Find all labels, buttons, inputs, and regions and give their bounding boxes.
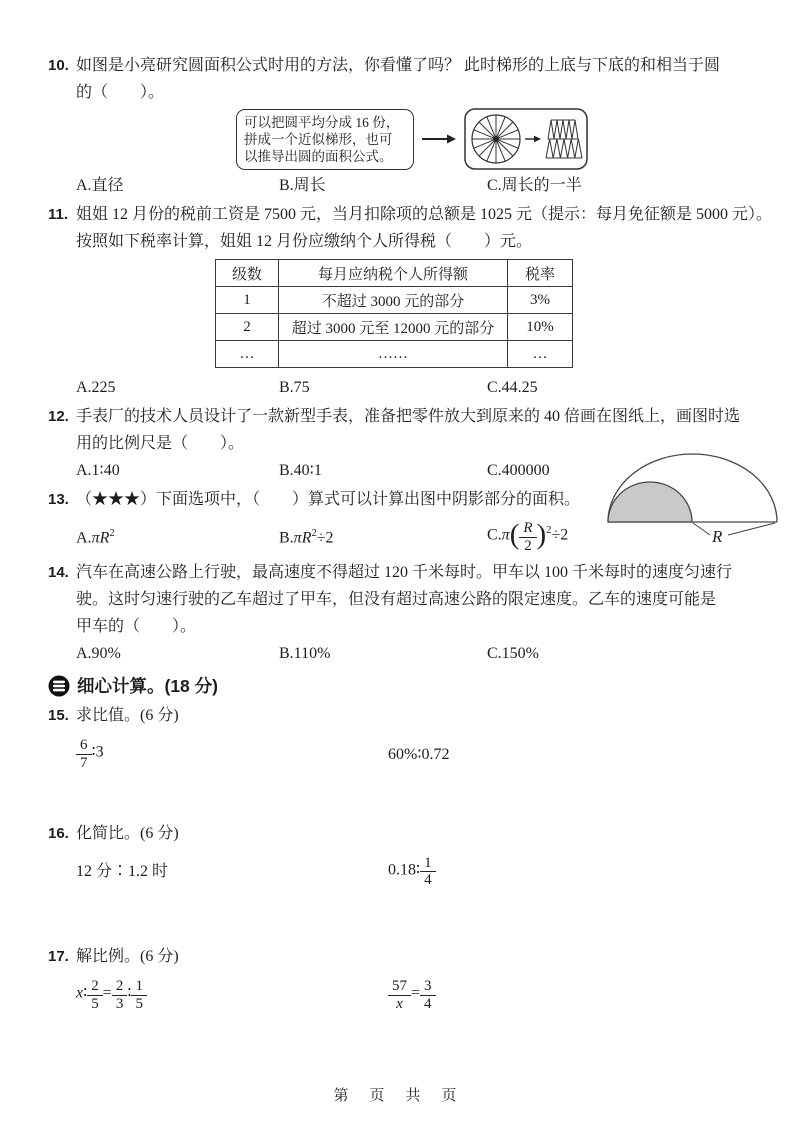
option-b: B.周长	[279, 177, 326, 194]
question-17-title: 解比例。(6 分)	[76, 948, 179, 966]
header-level: 级数	[216, 260, 279, 287]
question-13-line: （★★★）下面选项中，（ ）算式可以计算出图中阴影部分的面积。	[76, 491, 581, 508]
option-a: A.直径	[76, 177, 124, 194]
question-14-line2: 驶。这时匀速行驶的乙车超过了甲车，但没有超过高速公路的限定速度。乙车的速度可能是	[76, 591, 717, 608]
question-15-title: 求比值。(6 分)	[76, 707, 179, 724]
question-12-number: 12.	[48, 408, 69, 425]
option-c: C.π( $\frac{R}{2}$ )$^2$÷2	[487, 518, 569, 555]
question-11-line1: 姐姐 12 月份的税前工资是 7500 元，当月扣除项的总额是 1025 元（提示：每月免征额是 5000 元）。	[76, 206, 773, 223]
option-b: B.110%	[279, 645, 331, 662]
right-arrow-icon	[422, 132, 456, 146]
question-11-number: 11.	[48, 206, 69, 223]
table-header-row	[216, 260, 573, 287]
right-paren: )	[536, 518, 547, 551]
expression-1: 12 分∶1.2 时	[76, 863, 169, 881]
question-12-line1: 手表厂的技术人员设计了一款新型手表，准备把零件放大到原来的 40 倍画在图纸上，画图时选	[76, 408, 741, 425]
question-16	[48, 820, 767, 942]
question-14-options	[76, 640, 767, 667]
question-17-expressions	[76, 978, 767, 1013]
cell-level: 2	[216, 314, 279, 341]
question-14	[48, 559, 767, 667]
option-b: B.75	[279, 379, 310, 396]
radius-label: R	[712, 527, 723, 544]
question-17-number: 17.	[48, 948, 69, 966]
shaded-semicircle-figure	[600, 444, 785, 549]
expression-1: $\frac{6}{7}$ ∶3	[76, 737, 388, 772]
option-c: C.周长的一半	[487, 177, 582, 194]
section-3-title: 细心计算。(18 分)	[77, 676, 218, 696]
option-c: C.400000	[487, 462, 550, 479]
callout-line3: 以推导出圆的面积公式。	[244, 148, 393, 164]
option-c: C.44.25	[487, 379, 538, 396]
question-10-number: 10.	[48, 57, 69, 74]
question-12-line2: 用的比例尺是（ ）。	[76, 435, 245, 452]
fraction: $\frac{6}{7}$	[76, 737, 92, 772]
question-15-expressions	[76, 737, 767, 772]
question-16-title: 化简比。(6 分)	[76, 824, 179, 842]
question-17	[48, 943, 767, 1013]
table-row	[216, 314, 573, 341]
question-16-expressions	[76, 855, 767, 890]
question-11-options	[76, 374, 767, 401]
circle-area-figure	[236, 108, 767, 170]
cell-rate: 10%	[508, 314, 573, 341]
question-10-options	[76, 172, 767, 199]
question-14-number: 14.	[48, 564, 69, 581]
section-3-header	[48, 673, 767, 698]
expression-1: x∶ $\frac{2}{5}$ = $\frac{2}{3}$ ∶ $\frac{1}{5}$	[76, 978, 388, 1013]
cell-level: 1	[216, 287, 279, 314]
expression-2: 0.18∶ $\frac{1}{4}$	[388, 855, 436, 890]
table-row	[216, 341, 573, 368]
tax-rate-table	[215, 259, 573, 368]
fraction: $\frac{57}{x}$	[388, 978, 411, 1013]
answer-space	[76, 772, 767, 818]
circle-trapezoid-svg	[464, 108, 588, 170]
fraction: $\frac{R}{2}$	[519, 520, 536, 555]
circle-trapezoid-diagram	[464, 108, 588, 170]
fraction: $\frac{3}{4}$	[420, 978, 436, 1013]
header-taxable-income: 每月应纳税个人所得额	[279, 260, 508, 287]
question-15	[48, 702, 767, 818]
option-a: A.90%	[76, 645, 121, 662]
cell-income: 超过 3000 元至 12000 元的部分	[279, 314, 508, 341]
question-16-number: 16.	[48, 824, 69, 842]
fraction: $\frac{2}{5}$	[87, 978, 103, 1013]
expression-2: 60%∶0.72	[388, 745, 450, 763]
callout-box	[236, 109, 414, 170]
semicircle-svg	[600, 444, 785, 544]
fraction: $\frac{1}{4}$	[420, 855, 436, 890]
table-row	[216, 287, 573, 314]
callout-line2: 拼成一个近似梯形，也可	[244, 131, 393, 147]
question-14-line3: 甲车的（ ）。	[76, 618, 197, 635]
page-footer: 第 页 共 页	[333, 1087, 460, 1104]
option-b: $B.\pi R^2\div 2$	[279, 528, 334, 547]
question-15-number: 15.	[48, 707, 69, 724]
option-c: C.150%	[487, 645, 539, 662]
question-11-line2: 按照如下税率计算，姐姐 12 月份应缴纳个人所得税（ ）元。	[76, 233, 533, 250]
fraction: $\frac{2}{3}$	[112, 978, 128, 1013]
fraction: $\frac{1}{5}$	[131, 978, 147, 1013]
left-paren: (	[509, 518, 520, 551]
header-rate: 税率	[508, 260, 573, 287]
section-three-bars-icon	[48, 675, 70, 697]
cell-rate: …	[508, 341, 573, 368]
option-a: $A.\pi R^2$	[76, 528, 115, 547]
option-a: A.1∶40	[76, 462, 120, 479]
cell-income: 不超过 3000 元的部分	[279, 287, 508, 314]
question-14-line1: 汽车在高速公路上行驶，最高速度不得超过 120 千米每时。甲车以 100 千米每时的速度匀速行	[76, 564, 733, 581]
cell-rate: 3%	[508, 287, 573, 314]
question-11	[48, 201, 773, 401]
option-b: B.40∶1	[279, 462, 322, 479]
question-13-number: 13.	[48, 491, 69, 508]
question-10	[48, 52, 767, 199]
callout-line1: 可以把圆平均分成 16 份，	[244, 114, 400, 130]
option-a: A.225	[76, 379, 116, 396]
question-10-line2: 的（ ）。	[76, 84, 165, 101]
cell-level: …	[216, 341, 279, 368]
expression-2: $\frac{57}{x}$ = $\frac{3}{4}$	[388, 978, 436, 1013]
answer-space	[76, 889, 767, 941]
cell-income: ……	[279, 341, 508, 368]
question-10-line1: 如图是小亮研究圆面积公式时用的方法，你看懂了吗？ 此时梯形的上底与下底的和相当于圆	[76, 57, 721, 74]
